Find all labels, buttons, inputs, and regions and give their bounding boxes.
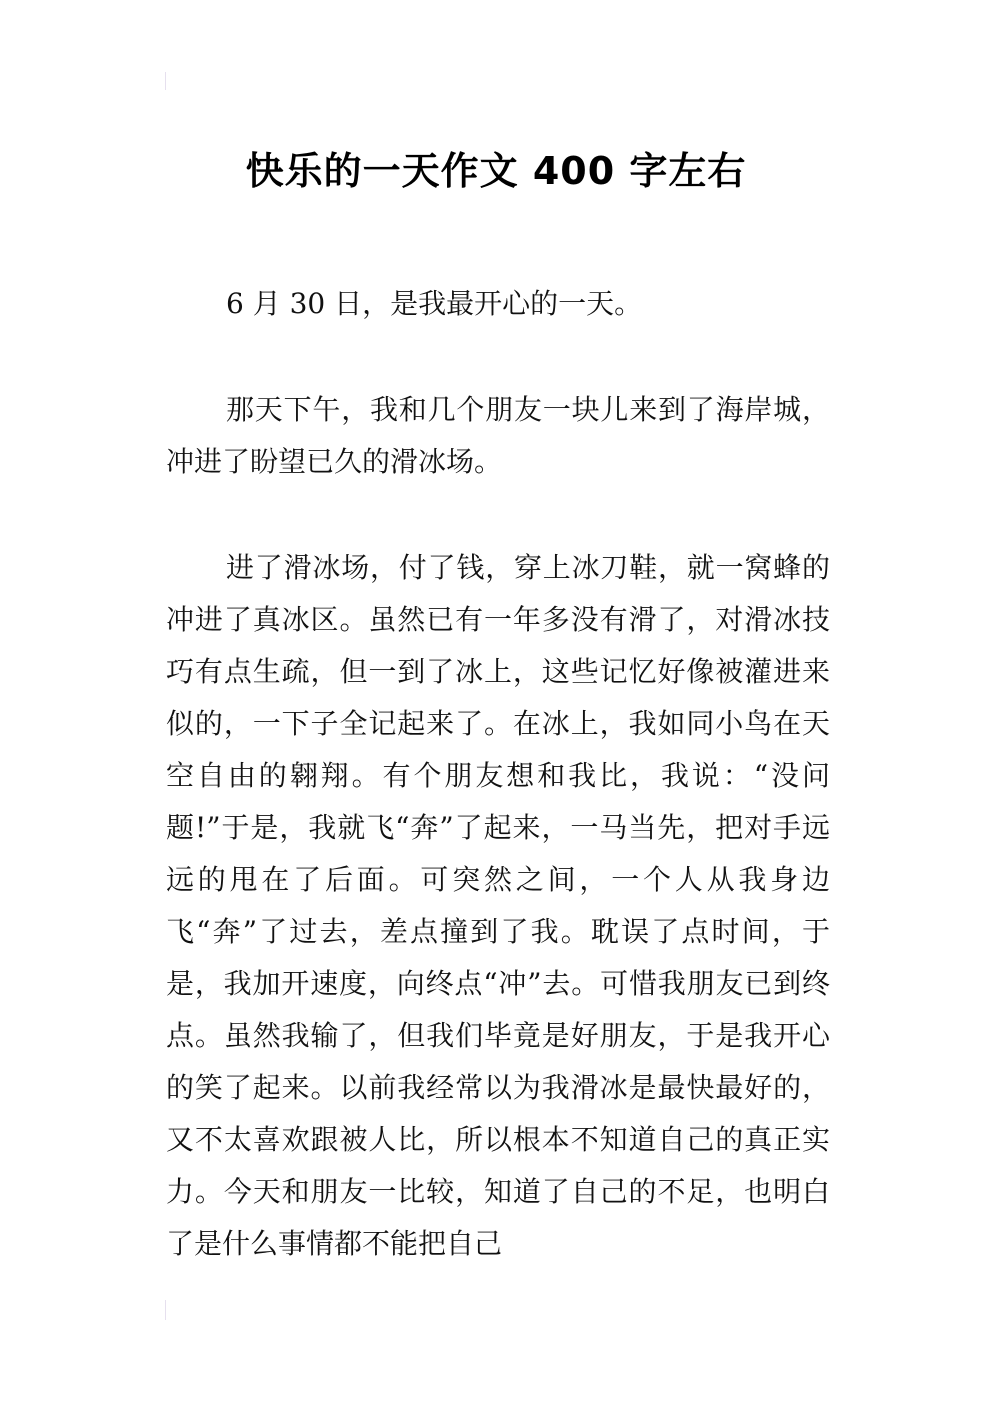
document-title: 快乐的一天作文 400 字左右 [245, 149, 747, 194]
paragraph-afternoon: 那天下午，我和几个朋友一块儿来到了海岸城，冲进了盼望已久的滑冰场。 [166, 393, 830, 478]
document-body [166, 278, 830, 1270]
page-corner-mark-top [165, 72, 166, 90]
paragraph-date: 6 月 30 日，是我最开心的一天。 [226, 287, 643, 320]
page-corner-mark-bottom [165, 1300, 166, 1320]
paragraph-skating: 进了滑冰场，付了钱，穿上冰刀鞋，就一窝蜂的冲进了真冰区。虽然已有一年多没有滑了，对滑冰技巧有点生疏，但一到了冰上，这些记忆好像被灌进来似的，一下子全记起来了。在冰上，我如同小鸟在天空自由的翱翔。有个朋友想和我比，我说：“没问题!”于是，我就飞“奔”了起来，一马当先，把对手远远的甩在了后面。可突然之间，一个人从我身边飞“奔”了过去，差点撞到了我。耽误了点时间，于是，我加开速度，向终点“冲”去。可惜我朋友已到终点。虽然我输了，但我们毕竟是好朋友，于是我开心的笑了起来。以前我经常以为我滑冰是最快最好的，又不太喜欢跟被人比，所以根本不知道自己的真正实力。今天和朋友一比较，知道了自己的不足，也明白了是什么事情都不能把自己 [166, 551, 830, 1260]
